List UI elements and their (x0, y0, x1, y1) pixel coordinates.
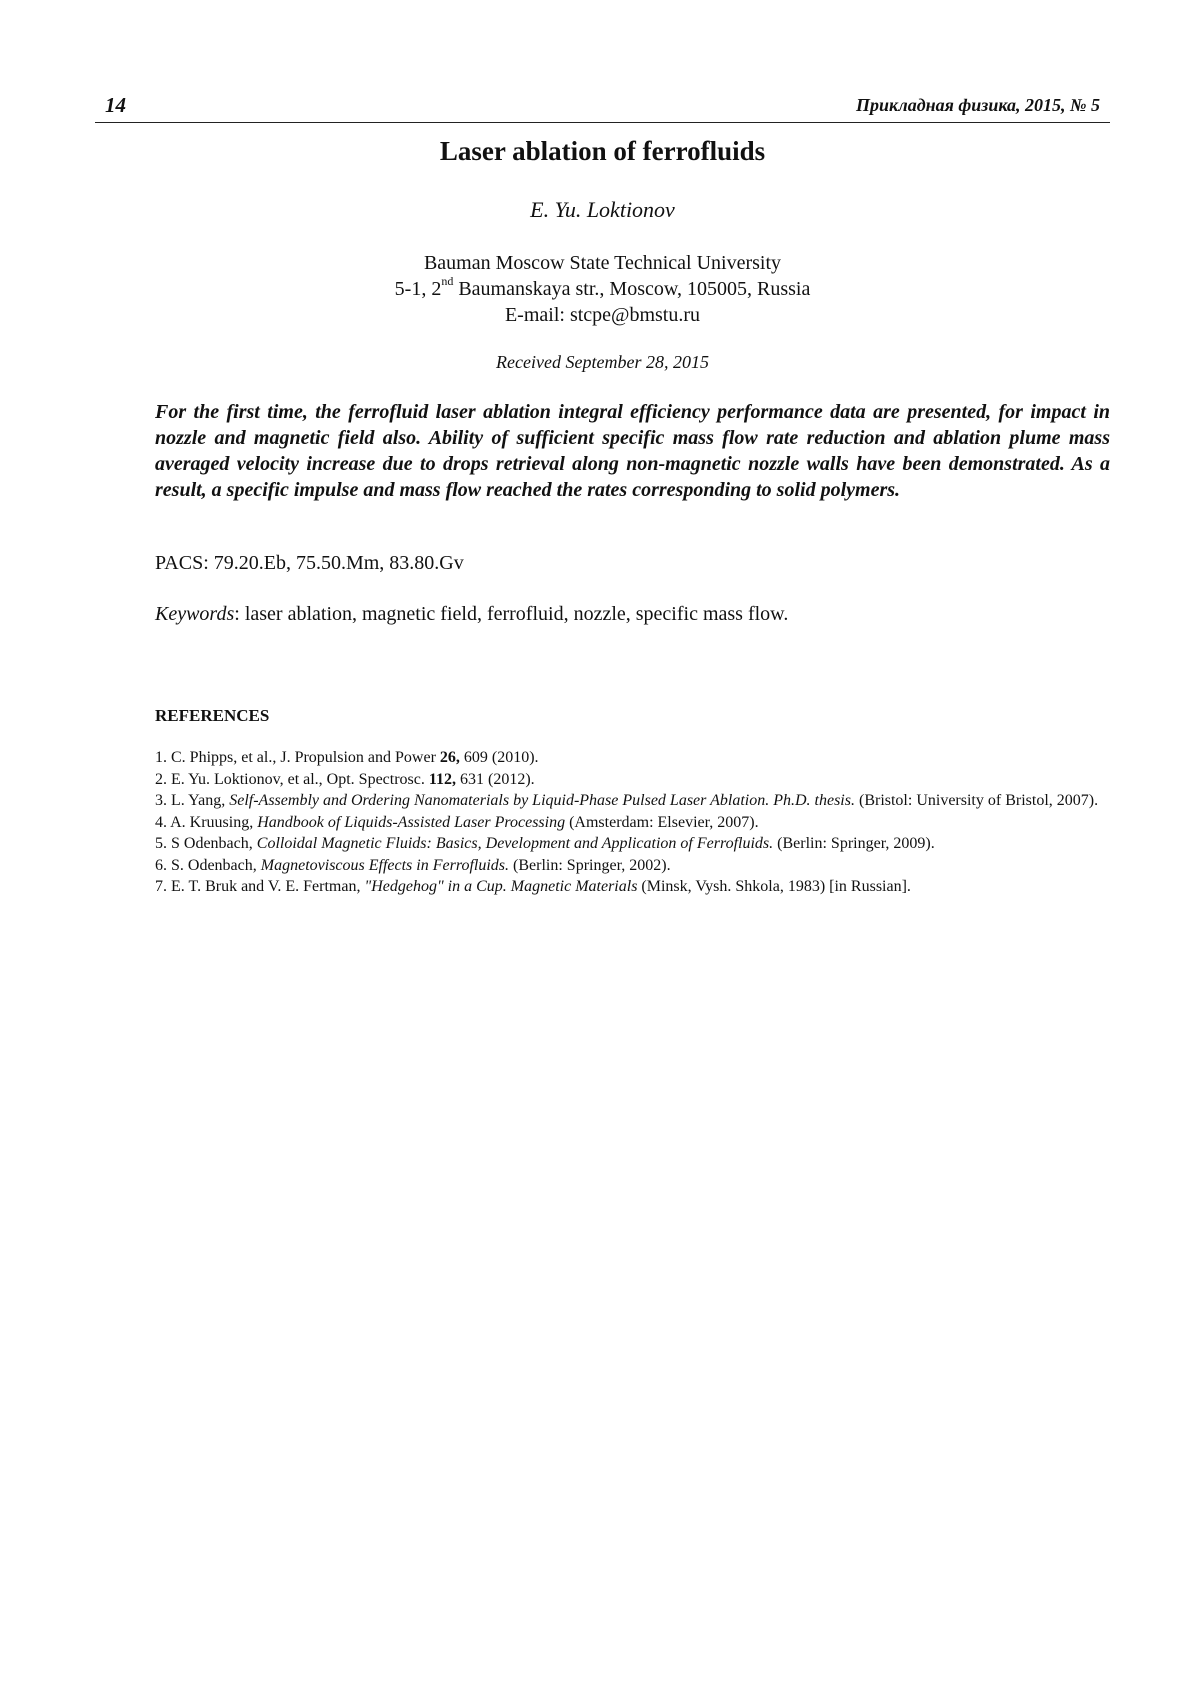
reference-details: (Bristol: University of Bristol, 2007). (854, 792, 1099, 809)
reference-details: (Amsterdam: Elsevier, 2007). (565, 813, 759, 831)
reference-title: "Hedgehog" in a Cup. Magnetic Materials (364, 878, 638, 895)
page-number: 14 (105, 93, 126, 117)
running-header (95, 92, 1110, 123)
reference-details: (Berlin: Springer, 2002). (509, 856, 671, 874)
article-title: Laser ablation of ferrofluids (439, 136, 766, 166)
reference-text: 7. E. T. Bruk and V. E. Fertman, (155, 878, 365, 895)
reference-details: 609 (2010). (459, 749, 539, 766)
reference-details: (Berlin: Springer, 2009). (773, 835, 935, 852)
reference-title: Self-Assembly and Ordering Nanomaterials by Liquid-Phase Pulsed Laser Ablation. Ph.D. thesis. (229, 792, 855, 809)
received-date: Received September 28, 2015 (496, 352, 709, 372)
abstract: For the first time, the ferrofluid laser ablation integral efficiency performance data are presented, for impact in nozzle and magnetic field also. Ability of sufficient specific mass flow rate reduction and ablation plume mass averaged velocity increase due to drops retrieval along non-magnetic nozzle walls have been demonstrated. As a result, a specific impulse and mass flow reached the rates corresponding to solid polymers. (155, 401, 1110, 501)
journal-name: Прикладная физика, 2015, № 5 (855, 95, 1100, 115)
reference-text: 1. C. Phipps, et al., J. Propulsion and Power (155, 749, 440, 766)
reference-item (155, 812, 1110, 834)
reference-text: 2. E. Yu. Loktionov, et al., Opt. Spectrosc. (155, 770, 429, 788)
reference-item (155, 790, 1110, 812)
reference-title: Colloidal Magnetic Fluids: Basics, Development and Application of Ferrofluids. (256, 835, 774, 852)
references-list (155, 747, 1110, 898)
affiliation (95, 250, 1110, 328)
references-heading: REFERENCES (155, 706, 270, 725)
reference-volume: 26, (439, 749, 460, 766)
affiliation-address (95, 276, 1110, 302)
keywords-label: Keywords (155, 603, 235, 625)
reference-title: Magnetoviscous Effects in Ferrofluids. (260, 856, 510, 874)
reference-details: (Minsk, Vysh. Shkola, 1983) [in Russian]. (637, 878, 911, 895)
reference-item (155, 769, 1110, 791)
reference-item (155, 747, 1110, 769)
keywords (155, 603, 788, 626)
reference-text: 6. S. Odenbach, (155, 856, 261, 874)
address-superscript: nd (441, 274, 454, 289)
reference-text: 5. S Odenbach, (155, 835, 257, 852)
article-author: E. Yu. Loktionov (530, 197, 675, 222)
reference-item (155, 855, 1110, 877)
reference-text: 4. A. Kruusing, (155, 813, 258, 831)
affiliation-institution: Bauman Moscow State Technical University (423, 252, 782, 274)
address-suffix: Baumanskaya str., Moscow, 105005, Russia (453, 278, 811, 300)
affiliation-email: E-mail: stcpe@bmstu.ru (504, 304, 701, 326)
reference-item (155, 833, 1110, 855)
keywords-list: : laser ablation, magnetic field, ferrofluid, nozzle, specific mass flow. (234, 603, 789, 625)
reference-volume: 112, (428, 770, 457, 788)
reference-details: 631 (2012). (456, 770, 535, 788)
pacs-codes: PACS: 79.20.Eb, 75.50.Mm, 83.80.Gv (155, 552, 464, 574)
address-prefix: 5-1, 2 (394, 278, 442, 300)
reference-text: 3. L. Yang, (155, 792, 230, 809)
reference-title: Handbook of Liquids-Assisted Laser Processing (257, 813, 566, 831)
reference-item (155, 876, 1110, 898)
